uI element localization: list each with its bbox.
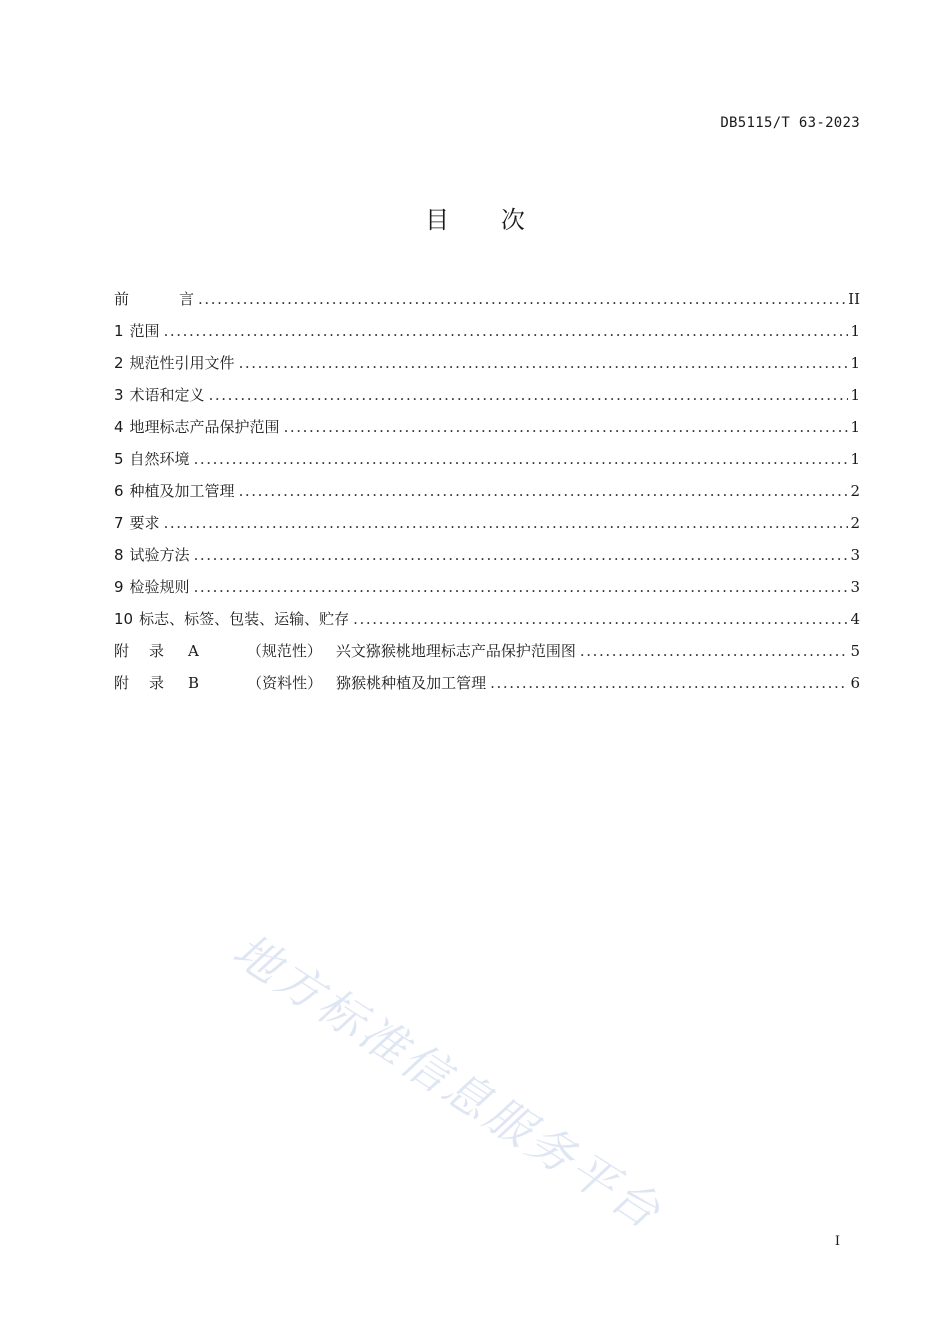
toc-entry-label: 5 自然环境 bbox=[114, 450, 190, 468]
toc-entry-section-2[interactable] bbox=[114, 347, 860, 379]
dot-leader bbox=[209, 379, 849, 411]
toc-page-number: II bbox=[848, 290, 860, 308]
toc-entry-label: 附 录 B （资料性） 猕猴桃种植及加工管理 bbox=[114, 674, 487, 692]
dot-leader bbox=[198, 283, 846, 315]
toc-entry-section-5[interactable] bbox=[114, 443, 860, 475]
dot-leader bbox=[194, 443, 849, 475]
toc-entry-appendix-b[interactable] bbox=[114, 667, 860, 699]
toc-entry-section-3[interactable] bbox=[114, 379, 860, 411]
toc-entry-appendix-a[interactable] bbox=[114, 635, 860, 667]
page-title bbox=[0, 200, 950, 235]
title-char-2: 次 bbox=[500, 206, 525, 234]
toc-entry-label: 1 范围 bbox=[114, 322, 160, 340]
dot-leader bbox=[490, 667, 848, 699]
page-number: I bbox=[834, 1234, 840, 1249]
toc-entry-label: 3 术语和定义 bbox=[114, 386, 205, 404]
toc-entry-label: 8 试验方法 bbox=[114, 546, 190, 564]
toc-entry-label: 10 标志、标签、包装、运输、贮存 bbox=[114, 610, 350, 628]
toc-entry-section-4[interactable] bbox=[114, 411, 860, 443]
title-char-1: 目 bbox=[425, 206, 450, 234]
dot-leader bbox=[164, 315, 849, 347]
toc-page-number: 1 bbox=[850, 450, 860, 468]
dot-leader bbox=[194, 539, 849, 571]
dot-leader bbox=[194, 571, 849, 603]
toc-entry-label: 附 录 A （规范性） 兴文猕猴桃地理标志产品保护范围图 bbox=[114, 642, 576, 660]
toc-entry-label: 7 要求 bbox=[114, 514, 160, 532]
watermark: 地方标准信息服务平台 bbox=[223, 922, 673, 1241]
document-code: DB5115/T 63-2023 bbox=[720, 115, 860, 131]
toc-entry-label: 6 种植及加工管理 bbox=[114, 482, 235, 500]
dot-leader bbox=[164, 507, 849, 539]
toc-page-number: 1 bbox=[850, 322, 860, 340]
toc-page-number: 3 bbox=[850, 546, 860, 564]
dot-leader bbox=[353, 603, 848, 635]
toc-page-number: 6 bbox=[850, 674, 860, 692]
toc-page-number: 1 bbox=[850, 386, 860, 404]
table-of-contents bbox=[114, 283, 860, 699]
toc-entry-section-1[interactable] bbox=[114, 315, 860, 347]
toc-entry-section-8[interactable] bbox=[114, 539, 860, 571]
toc-entry-label: 前 言 bbox=[114, 290, 195, 308]
dot-leader bbox=[580, 635, 849, 667]
dot-leader bbox=[284, 411, 849, 443]
toc-page-number: 5 bbox=[850, 642, 860, 660]
toc-entry-label: 4 地理标志产品保护范围 bbox=[114, 418, 280, 436]
toc-entry-section-6[interactable] bbox=[114, 475, 860, 507]
dot-leader bbox=[239, 347, 849, 379]
toc-page-number: 2 bbox=[850, 514, 860, 532]
toc-entry-section-7[interactable] bbox=[114, 507, 860, 539]
dot-leader bbox=[239, 475, 849, 507]
toc-entry-preface[interactable] bbox=[114, 283, 860, 315]
toc-page-number: 2 bbox=[850, 482, 860, 500]
toc-page-number: 4 bbox=[850, 610, 860, 628]
toc-entry-label: 2 规范性引用文件 bbox=[114, 354, 235, 372]
toc-entry-label: 9 检验规则 bbox=[114, 578, 190, 596]
toc-page-number: 3 bbox=[850, 578, 860, 596]
toc-entry-section-10[interactable] bbox=[114, 603, 860, 635]
toc-entry-section-9[interactable] bbox=[114, 571, 860, 603]
toc-page-number: 1 bbox=[850, 354, 860, 372]
toc-page-number: 1 bbox=[850, 418, 860, 436]
